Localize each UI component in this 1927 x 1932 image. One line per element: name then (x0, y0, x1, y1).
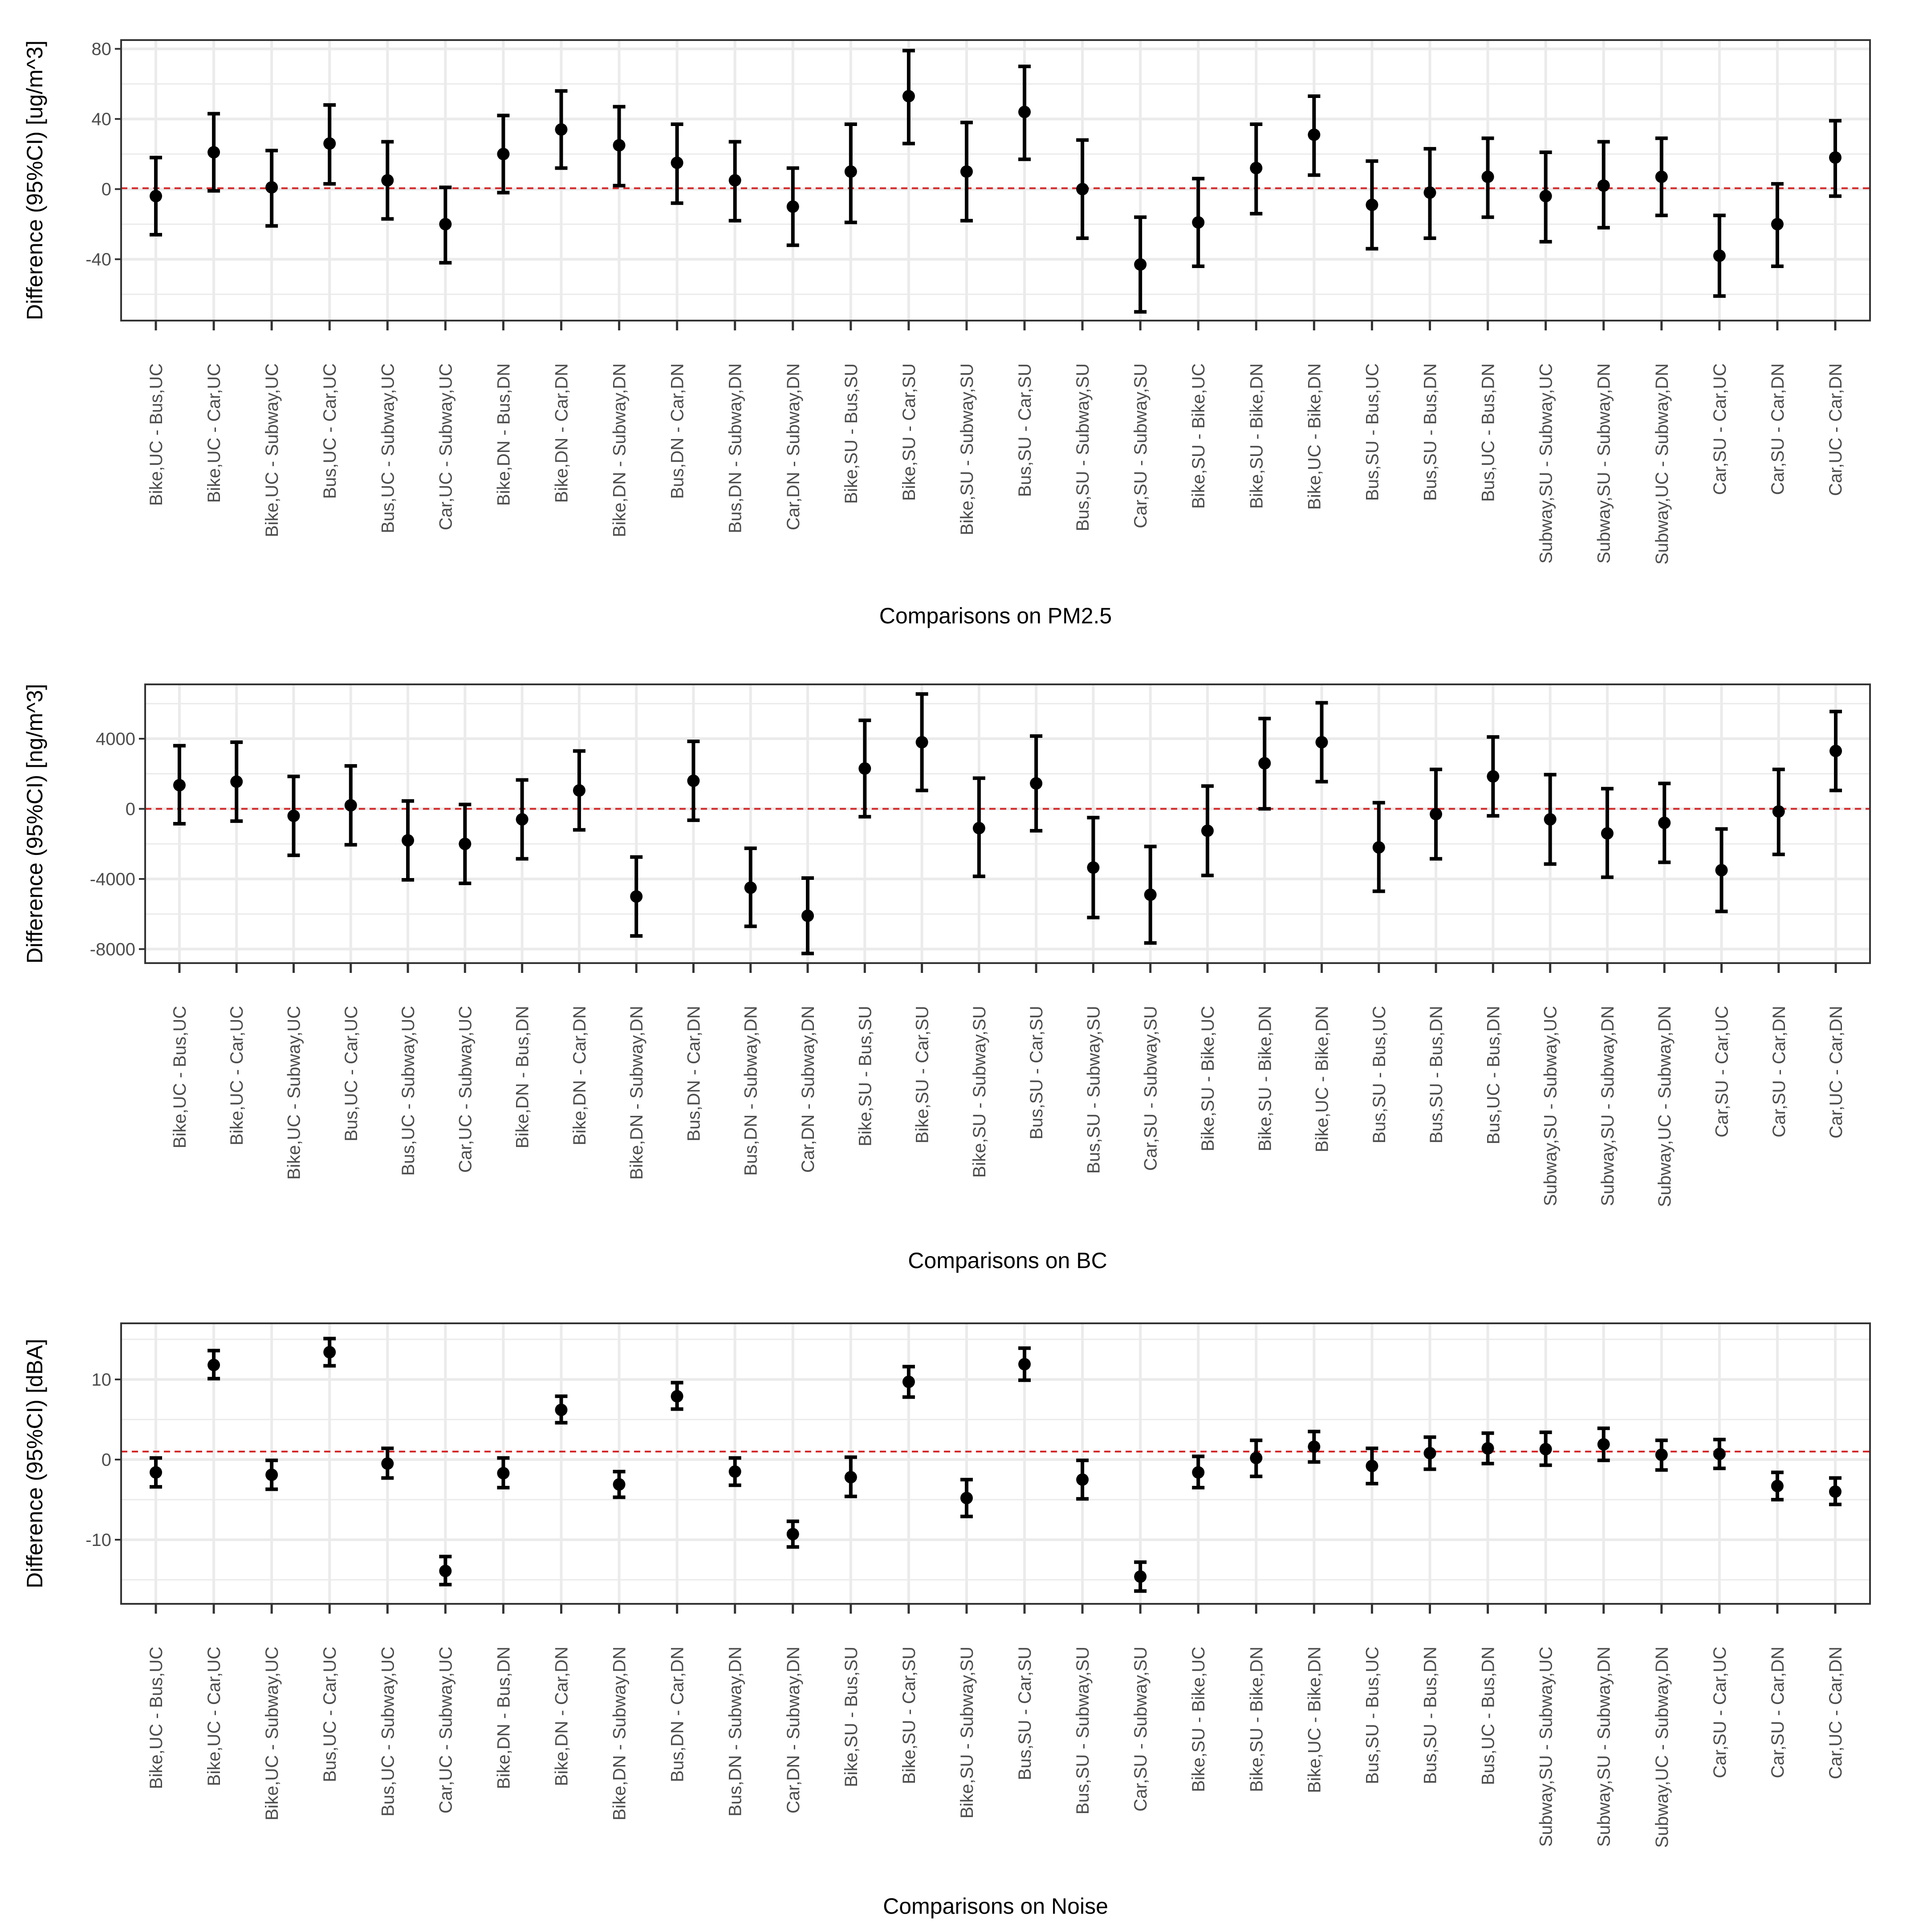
data-point (173, 779, 186, 791)
data-point (671, 157, 683, 169)
data-point (1771, 218, 1784, 230)
x-axis-title: Comparisons on Noise (883, 1894, 1108, 1919)
data-point (497, 148, 509, 160)
x-tick-label: Subway,SU - Subway,DN (1594, 363, 1614, 564)
data-point (613, 1478, 626, 1491)
data-point (1258, 757, 1271, 769)
x-tick-label: Bus,SU - Subway,SU (1084, 1006, 1104, 1174)
y-tick-label: 10 (91, 1370, 111, 1390)
data-point (787, 200, 799, 213)
data-point (1598, 179, 1610, 192)
x-tick-label: Bus,UC - Bus,DN (1478, 363, 1498, 502)
data-point (1423, 1447, 1436, 1460)
data-point (671, 1390, 683, 1403)
x-tick-label: Bus,SU - Car,SU (1015, 363, 1035, 497)
x-tick-label: Bike,UC - Bike,DN (1305, 1647, 1325, 1793)
data-point (1201, 825, 1214, 837)
chart-panel-2 (22, 684, 1870, 1273)
x-tick-label: Bus,SU - Bus,DN (1420, 1647, 1440, 1784)
x-tick-label: Bike,DN - Bus,DN (512, 1006, 533, 1149)
x-tick-label: Bus,UC - Subway,UC (378, 363, 398, 533)
x-tick-label: Bus,SU - Bus,UC (1362, 363, 1382, 501)
x-tick-label: Bike,UC - Bus,UC (146, 1647, 167, 1790)
data-point (1655, 1448, 1668, 1461)
x-tick-label: Bike,UC - Bike,DN (1305, 363, 1325, 510)
y-tick-label: -8000 (89, 940, 135, 960)
data-point (1144, 888, 1157, 901)
plot-area (145, 684, 1870, 963)
x-tick-label: Bike,DN - Bus,DN (494, 1647, 514, 1790)
data-point (1308, 1440, 1320, 1453)
data-point (729, 174, 741, 187)
data-point (1076, 183, 1089, 195)
y-tick-label: -4000 (89, 870, 135, 890)
data-point (1713, 1448, 1726, 1460)
x-tick-label: Subway,SU - Subway,UC (1536, 363, 1556, 564)
data-point (497, 1467, 509, 1480)
data-point (903, 90, 915, 102)
data-point (1192, 1466, 1204, 1479)
data-point (516, 813, 529, 826)
data-point (555, 1403, 568, 1416)
x-tick-label: Bus,UC - Subway,UC (378, 1647, 398, 1817)
data-point (1250, 162, 1262, 174)
data-point (1134, 1570, 1146, 1583)
x-tick-label: Car,SU - Car,UC (1710, 1647, 1730, 1778)
data-point (1250, 1452, 1262, 1464)
x-tick-label: Bike,DN - Subway,DN (610, 1647, 630, 1821)
data-point (613, 139, 626, 151)
x-tick-label: Bus,SU - Subway,SU (1073, 363, 1093, 532)
data-point (459, 838, 471, 850)
y-tick-label: 40 (91, 110, 111, 130)
x-tick-label: Bike,UC - Subway,UC (262, 363, 282, 537)
x-tick-label: Bike,UC - Subway,UC (284, 1006, 304, 1180)
x-tick-label: Bus,UC - Car,UC (320, 1647, 340, 1782)
data-point (1316, 736, 1328, 748)
x-tick-label: Car,UC - Subway,UC (436, 363, 456, 530)
x-tick-label: Car,DN - Subway,DN (798, 1006, 818, 1173)
x-tick-label: Car,UC - Car,DN (1825, 363, 1846, 496)
data-point (230, 776, 243, 788)
data-point (1829, 151, 1842, 164)
x-tick-label: Bike,SU - Subway,SU (969, 1006, 989, 1178)
x-tick-label: Bus,UC - Car,UC (320, 363, 340, 499)
data-point (973, 822, 985, 834)
x-tick-label: Bike,SU - Subway,SU (957, 363, 977, 536)
x-tick-label: Bike,SU - Bike,DN (1255, 1006, 1275, 1151)
y-tick-label: -10 (85, 1530, 111, 1550)
y-tick-label: 0 (101, 1450, 111, 1470)
x-tick-label: Bus,DN - Subway,DN (725, 1647, 745, 1817)
x-tick-label: Bike,SU - Subway,SU (957, 1647, 977, 1819)
data-point (787, 1528, 799, 1540)
x-tick-label: Bus,SU - Car,SU (1027, 1006, 1047, 1140)
x-tick-label: Bike,DN - Subway,DN (627, 1006, 647, 1180)
data-point (1658, 817, 1671, 829)
x-tick-label: Bike,SU - Car,SU (912, 1006, 932, 1143)
x-tick-label: Car,SU - Subway,SU (1141, 1006, 1161, 1171)
x-tick-label: Subway,UC - Subway,DN (1652, 363, 1672, 565)
y-tick-label: 4000 (96, 729, 135, 749)
x-tick-label: Subway,UC - Subway,DN (1652, 1647, 1672, 1848)
x-tick-label: Bus,SU - Bus,DN (1420, 363, 1440, 501)
y-tick-label: 80 (91, 39, 111, 59)
chart-panel-1 (22, 40, 1870, 628)
y-axis-title: Difference (95%CI) [ng/m^3] (22, 683, 47, 964)
x-tick-label: Car,UC - Subway,UC (455, 1006, 476, 1173)
data-point (1544, 813, 1557, 826)
x-tick-label: Bike,DN - Bus,DN (494, 363, 514, 506)
data-point (1487, 770, 1499, 783)
data-point (1423, 187, 1436, 199)
x-tick-label: Car,SU - Subway,SU (1131, 363, 1151, 529)
data-point (150, 1466, 162, 1479)
x-tick-label: Bike,UC - Subway,UC (262, 1647, 282, 1821)
data-point (1540, 1443, 1552, 1456)
x-tick-label: Bus,SU - Car,SU (1015, 1647, 1035, 1781)
data-point (1829, 745, 1842, 757)
data-point (402, 834, 414, 846)
x-tick-label: Car,UC - Subway,UC (436, 1647, 456, 1814)
data-point (687, 775, 699, 787)
y-tick-label: 0 (101, 179, 111, 199)
x-tick-label: Subway,UC - Subway,DN (1655, 1006, 1675, 1207)
data-point (729, 1465, 741, 1478)
data-point (323, 137, 336, 150)
data-point (1482, 171, 1494, 183)
x-tick-label: Bike,SU - Bus,SU (855, 1006, 875, 1147)
x-tick-label: Bike,UC - Bike,DN (1312, 1006, 1332, 1152)
data-point (1076, 1473, 1089, 1486)
data-point (1598, 1438, 1610, 1451)
x-tick-label: Bus,SU - Bus,DN (1427, 1006, 1447, 1143)
x-tick-label: Car,SU - Car,DN (1768, 1647, 1788, 1778)
data-point (1030, 777, 1042, 789)
data-point (439, 218, 451, 230)
x-tick-label: Car,DN - Subway,DN (783, 1647, 803, 1814)
data-point (1771, 1480, 1784, 1492)
x-axis-title: Comparisons on PM2.5 (879, 603, 1112, 628)
x-tick-label: Bike,SU - Car,SU (899, 363, 919, 501)
x-tick-label: Bike,SU - Bike,UC (1189, 363, 1209, 509)
x-tick-label: Subway,SU - Subway,UC (1536, 1647, 1556, 1847)
data-point (903, 1375, 915, 1388)
data-point (744, 882, 757, 894)
x-tick-label: Car,SU - Car,DN (1768, 363, 1788, 495)
x-tick-label: Car,UC - Car,DN (1825, 1647, 1846, 1779)
x-tick-label: Bus,UC - Car,UC (341, 1006, 361, 1142)
x-tick-label: Subway,SU - Subway,DN (1594, 1647, 1614, 1847)
x-tick-label: Bike,UC - Car,UC (227, 1006, 247, 1146)
data-point (630, 890, 642, 903)
x-tick-label: Bus,DN - Subway,DN (725, 363, 745, 533)
y-axis-title: Difference (95%CI) [dBA] (22, 1338, 47, 1589)
data-point (1366, 1460, 1378, 1472)
data-point (265, 1468, 278, 1481)
data-point (1373, 841, 1385, 854)
data-point (1601, 827, 1614, 840)
data-point (150, 190, 162, 202)
x-axis-title: Comparisons on BC (908, 1248, 1107, 1273)
x-tick-label: Bus,UC - Subway,UC (398, 1006, 419, 1176)
data-point (1773, 805, 1785, 818)
x-tick-label: Bus,UC - Bus,DN (1484, 1006, 1504, 1145)
x-tick-label: Bike,SU - Car,SU (899, 1647, 919, 1784)
x-tick-label: Bus,DN - Car,DN (667, 1647, 687, 1782)
data-point (916, 736, 928, 748)
data-point (1018, 106, 1031, 118)
x-tick-label: Subway,SU - Subway,DN (1598, 1006, 1618, 1206)
x-tick-label: Car,DN - Subway,DN (783, 363, 803, 530)
data-point (1018, 1358, 1031, 1371)
data-point (858, 762, 871, 775)
data-point (207, 1359, 220, 1371)
x-tick-label: Bike,SU - Bus,SU (841, 363, 861, 504)
data-point (1715, 864, 1728, 876)
data-point (1540, 190, 1552, 202)
x-tick-label: Bike,DN - Car,DN (552, 363, 572, 503)
x-tick-label: Bus,SU - Subway,SU (1073, 1647, 1093, 1815)
data-point (573, 784, 585, 797)
data-point (288, 809, 300, 822)
data-point (1366, 199, 1378, 211)
data-point (323, 1346, 336, 1359)
x-tick-label: Car,SU - Subway,SU (1131, 1647, 1151, 1812)
x-tick-label: Bike,SU - Bus,SU (841, 1647, 861, 1787)
data-point (1308, 129, 1320, 141)
y-axis-title: Difference (95%CI) [ug/m^3] (22, 40, 47, 321)
x-tick-label: Bus,UC - Bus,DN (1478, 1647, 1498, 1786)
x-tick-label: Car,UC - Car,DN (1826, 1006, 1846, 1139)
data-point (960, 165, 973, 178)
data-point (381, 174, 394, 187)
data-point (1192, 216, 1204, 229)
data-point (1134, 258, 1146, 271)
x-tick-label: Bus,SU - Bus,UC (1362, 1647, 1382, 1784)
x-tick-label: Bus,DN - Subway,DN (741, 1006, 761, 1176)
x-tick-label: Bike,DN - Subway,DN (610, 363, 630, 537)
data-point (845, 1471, 857, 1484)
x-tick-label: Car,SU - Car,DN (1769, 1006, 1789, 1138)
x-tick-label: Bike,UC - Car,UC (204, 1647, 224, 1786)
x-tick-label: Bike,DN - Car,DN (552, 1647, 572, 1786)
chart-panel-3 (22, 1323, 1870, 1919)
x-tick-label: Bus,DN - Car,DN (667, 363, 687, 499)
x-tick-label: Bike,SU - Bike,DN (1247, 363, 1267, 509)
x-tick-label: Bike,UC - Bus,UC (170, 1006, 190, 1149)
data-point (1655, 171, 1668, 183)
data-point (1713, 249, 1726, 262)
x-tick-label: Car,SU - Car,UC (1712, 1005, 1732, 1138)
data-point (1087, 861, 1099, 874)
y-tick-label: -40 (85, 250, 111, 270)
data-point (960, 1492, 973, 1504)
data-point (345, 799, 357, 812)
x-tick-label: Bike,SU - Bike,UC (1198, 1006, 1218, 1151)
data-point (801, 910, 814, 922)
data-point (1482, 1442, 1494, 1455)
y-tick-label: 0 (125, 799, 135, 819)
data-point (207, 146, 220, 159)
x-tick-label: Bike,UC - Bus,UC (146, 363, 167, 506)
data-point (265, 181, 278, 194)
data-point (1430, 808, 1442, 820)
x-tick-label: Bus,DN - Car,DN (684, 1006, 704, 1142)
data-point (555, 123, 568, 136)
x-tick-label: Bus,SU - Bus,UC (1369, 1006, 1389, 1143)
x-tick-label: Bike,SU - Bike,UC (1189, 1647, 1209, 1792)
x-tick-label: Bike,DN - Car,DN (569, 1006, 589, 1146)
data-point (1829, 1485, 1842, 1498)
data-point (439, 1565, 451, 1577)
x-tick-label: Bike,SU - Bike,DN (1247, 1647, 1267, 1792)
data-point (845, 165, 857, 178)
x-tick-label: Subway,SU - Subway,UC (1541, 1006, 1561, 1206)
x-tick-label: Bike,UC - Car,UC (204, 363, 224, 503)
data-point (381, 1457, 394, 1470)
x-tick-label: Car,SU - Car,UC (1710, 363, 1730, 495)
